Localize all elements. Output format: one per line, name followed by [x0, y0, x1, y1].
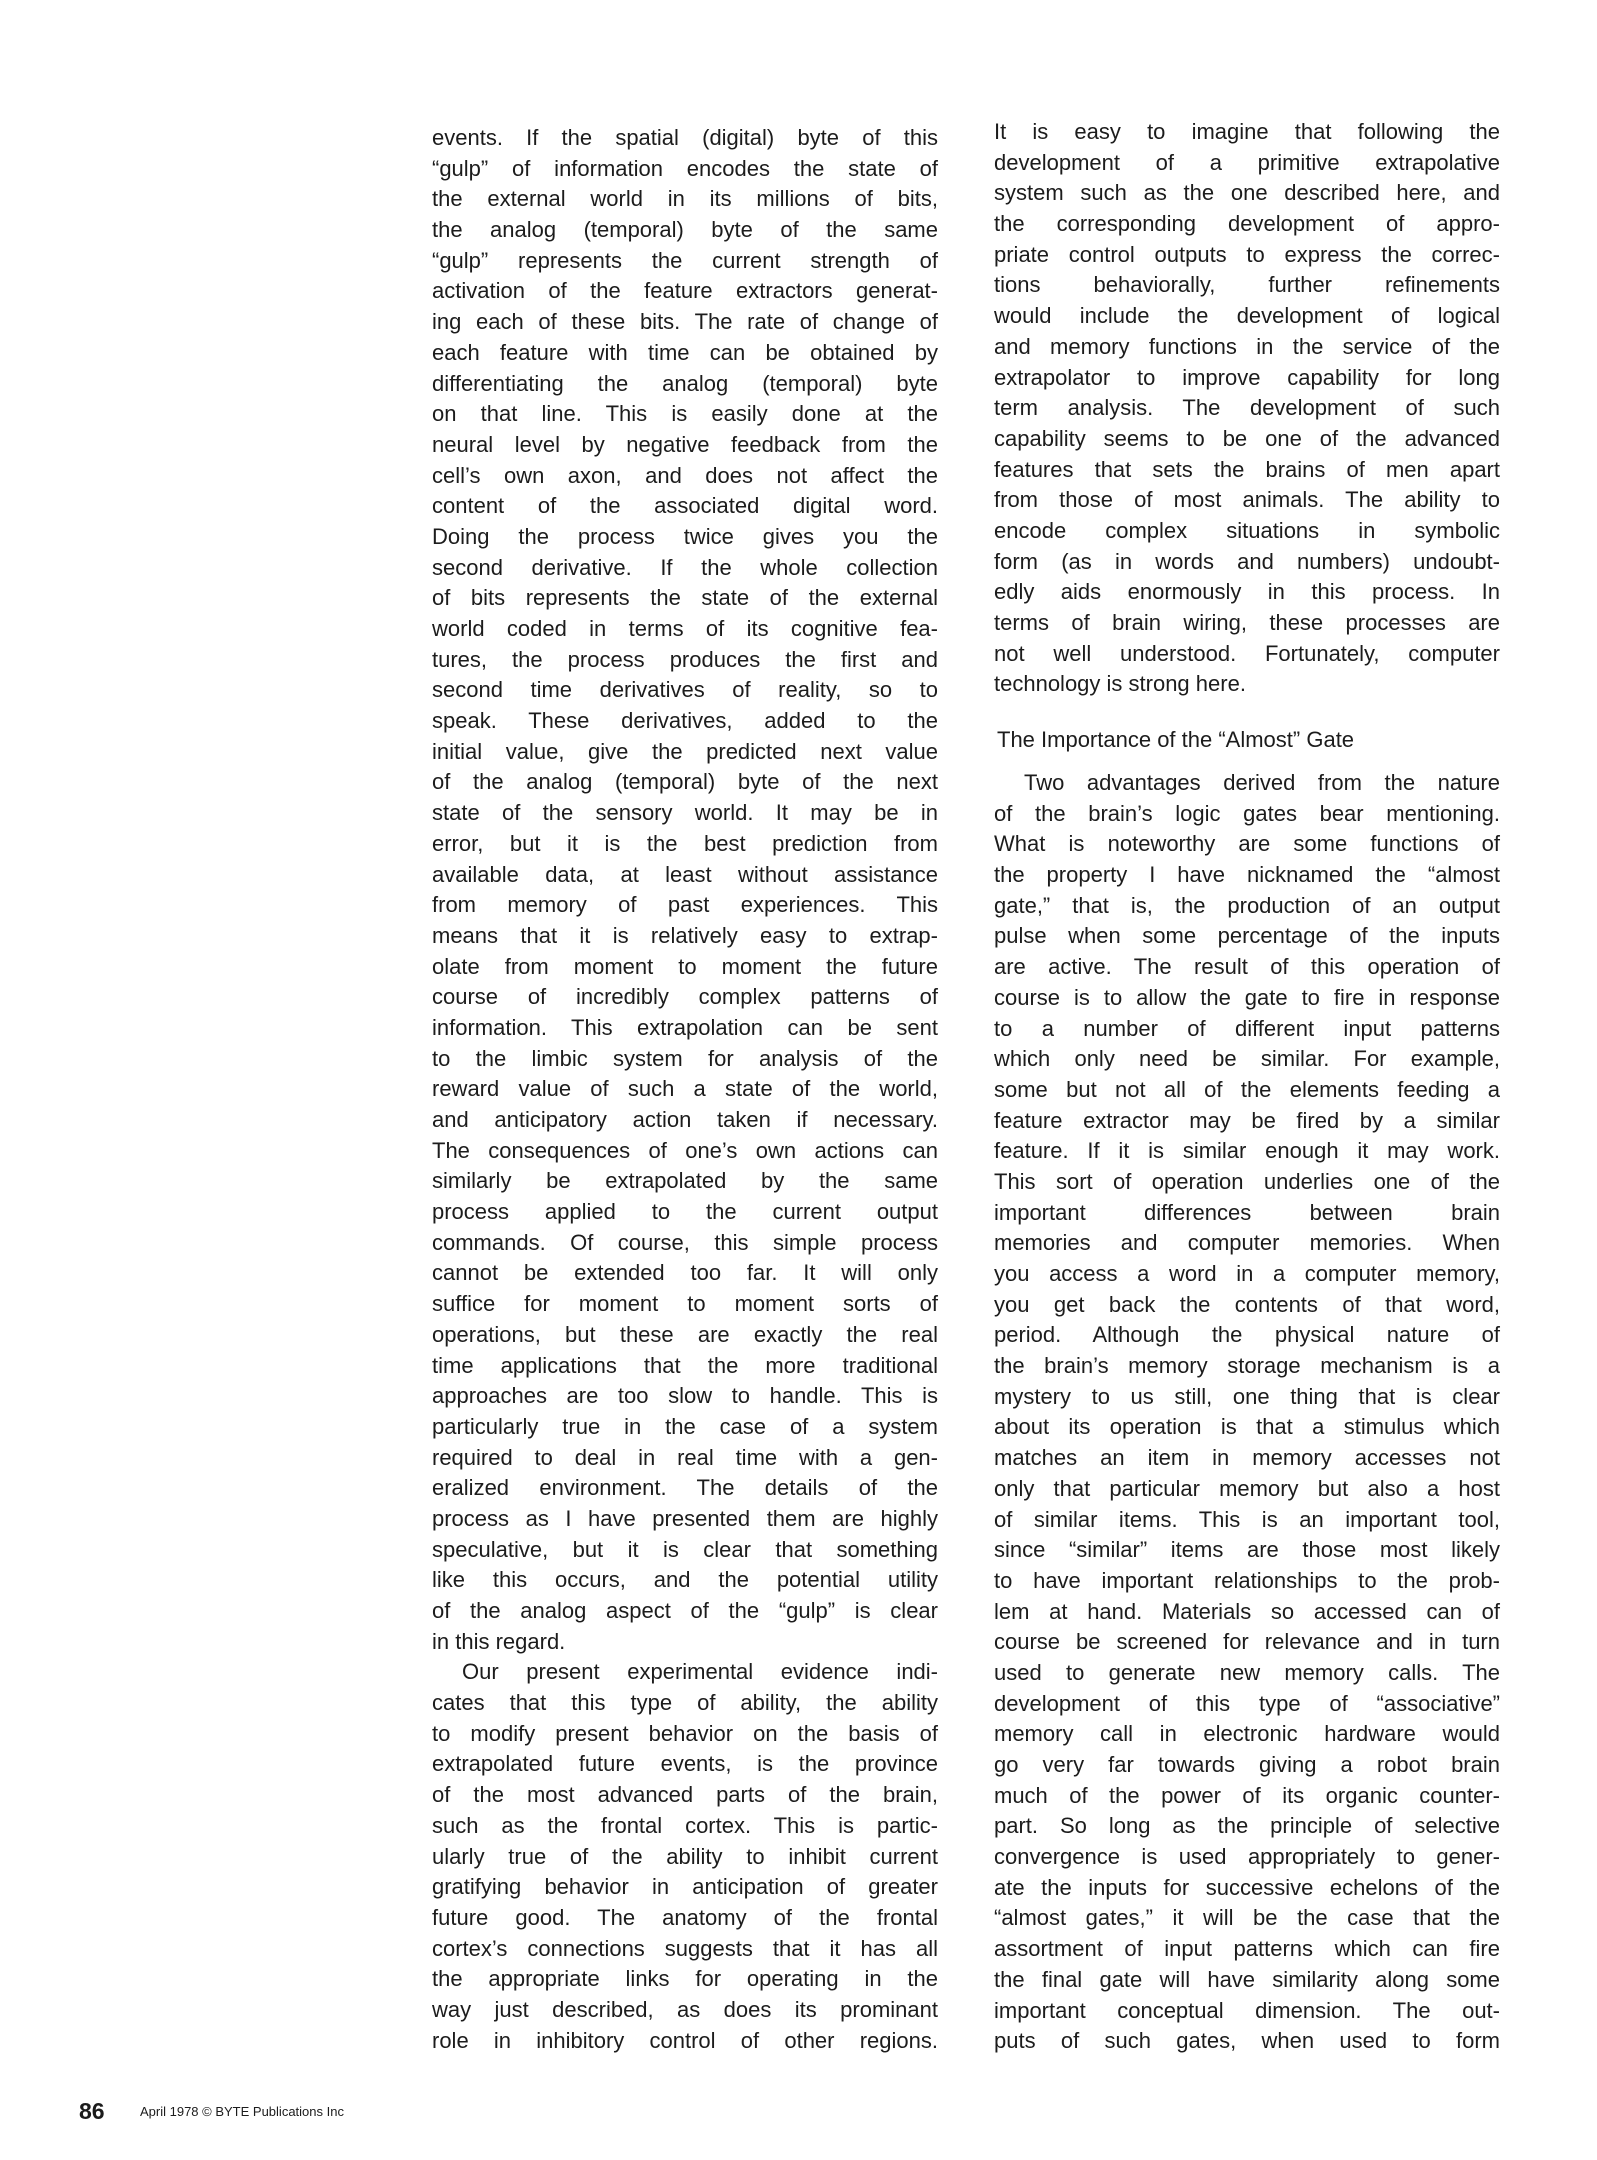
text-line: course of incredibly complex patterns of: [432, 984, 938, 1010]
text-line: cates that this type of ability, the ability: [432, 1690, 938, 1716]
text-line: you get back the contents of that word,: [994, 1291, 1500, 1317]
text-line: convergence is used appropriately to gener-: [994, 1844, 1500, 1870]
text-line: of similar items. This is an important tool,: [994, 1506, 1500, 1532]
text-line: each feature with time can be obtained by: [432, 339, 938, 365]
text-line: of the most advanced parts of the brain,: [432, 1782, 938, 1808]
text-line: to a number of different input patterns: [994, 1015, 1500, 1041]
text-line: gate,” that is, the production of an output: [994, 892, 1500, 918]
text-line: olate from moment to moment the future: [432, 953, 938, 979]
paragraph: [432, 123, 938, 1657]
text-line: This sort of operation underlies one of the: [994, 1168, 1500, 1194]
text-line: ing each of these bits. The rate of change of: [432, 309, 938, 335]
text-line: approaches are too slow to handle. This is: [432, 1383, 938, 1409]
text-line: ularly true of the ability to inhibit current: [432, 1843, 938, 1869]
text-line: would include the development of logical: [994, 303, 1500, 329]
text-line: way just described, as does its prominant: [432, 1996, 938, 2022]
text-line: particularly true in the case of a system: [432, 1413, 938, 1439]
text-line: the final gate will have similarity along some: [994, 1966, 1500, 1992]
text-line: period. Although the physical nature of: [994, 1322, 1500, 1348]
text-line: the appropriate links for operating in the: [432, 1966, 938, 1992]
text-line: suffice for moment to moment sorts of: [432, 1291, 938, 1317]
text-line: form (as in words and numbers) undoubt-: [994, 548, 1500, 574]
text-line: extrapolator to improve capability for long: [994, 364, 1500, 390]
text-line: future good. The anatomy of the frontal: [432, 1904, 938, 1930]
text-line: pulse when some percentage of the inputs: [994, 923, 1500, 949]
text-line: memories and computer memories. When: [994, 1230, 1500, 1256]
text-line: initial value, give the predicted next value: [432, 738, 938, 764]
text-line: “gulp” represents the current strength of: [432, 247, 938, 273]
text-line: edly aids enormously in this process. In: [994, 579, 1500, 605]
text-line: much of the power of its organic counter-: [994, 1782, 1500, 1808]
text-line: in this regard.: [432, 1628, 566, 1654]
text-line: Doing the process twice gives you the: [432, 523, 938, 549]
text-line: go very far towards giving a robot brain: [994, 1752, 1500, 1777]
text-line: tures, the process produces the first and: [432, 646, 938, 672]
text-line: cortex’s connections suggests that it has all: [432, 1935, 938, 1961]
text-line: memory call in electronic hardware would: [994, 1721, 1500, 1747]
text-line: reward value of such a state of the world,: [432, 1076, 938, 1102]
text-line: events. If the spatial (digital) byte of this: [432, 125, 938, 150]
text-line: cannot be extended too far. It will only: [432, 1260, 938, 1286]
text-line: process as I have presented them are highly: [432, 1505, 938, 1531]
text-line: important conceptual dimension. The out-: [994, 1997, 1500, 2023]
text-line: differentiating the analog (temporal) byte: [432, 370, 938, 396]
text-line: to the limbic system for analysis of the: [432, 1045, 938, 1071]
text-line: to have important relationships to the prob-: [994, 1567, 1500, 1593]
text-line: of the analog (temporal) byte of the next: [432, 769, 938, 795]
text-line: commands. Of course, this simple process: [432, 1229, 938, 1255]
text-line: Our present experimental evidence indi-: [462, 1659, 938, 1685]
text-line: you access a word in a computer memory,: [994, 1261, 1500, 1286]
text-line: like this occurs, and the potential utility: [432, 1567, 938, 1593]
text-line: from those of most animals. The ability to: [994, 487, 1500, 513]
text-line: not well understood. Fortunately, computer: [994, 640, 1500, 666]
text-line: development of this type of “associative”: [994, 1690, 1500, 1716]
text-line: priate control outputs to express the correc-: [994, 241, 1500, 267]
text-line: “almost gates,” it will be the case that the: [994, 1905, 1500, 1931]
text-line: of the analog aspect of the “gulp” is clear: [432, 1598, 938, 1623]
text-line: the property I have nicknamed the “almost: [994, 862, 1500, 888]
text-line: technology is strong here.: [994, 671, 1246, 697]
text-line: of bits represents the state of the external: [432, 585, 938, 611]
text-line: terms of brain wiring, these processes are: [994, 610, 1500, 635]
text-line: important differences between brain: [994, 1199, 1500, 1225]
text-line: the brain’s memory storage mechanism is a: [994, 1353, 1500, 1379]
text-line: information. This extrapolation can be sent: [432, 1014, 938, 1040]
text-line: state of the sensory world. It may be in: [432, 800, 938, 826]
text-line: encode complex situations in symbolic: [994, 517, 1500, 543]
text-line: assortment of input patterns which can fire: [994, 1936, 1500, 1962]
text-line: of the brain’s logic gates bear mentioning.: [994, 800, 1500, 826]
text-line: “gulp” of information encodes the state of: [432, 155, 938, 181]
text-line: part. So long as the principle of selective: [994, 1813, 1500, 1839]
text-line: capability seems to be one of the advanced: [994, 425, 1500, 451]
text-line: eralized environment. The details of the: [432, 1475, 938, 1501]
text-line: some but not all of the elements feeding a: [994, 1076, 1500, 1102]
text-line: tions behaviorally, further refinements: [994, 272, 1500, 298]
text-line: system such as the one described here, and: [994, 180, 1500, 206]
text-line: about its operation is that a stimulus which: [994, 1414, 1500, 1440]
text-line: ate the inputs for successive echelons of the: [994, 1874, 1500, 1900]
right-column-body: [994, 768, 1500, 2057]
left-column: [432, 123, 938, 2056]
text-line: speak. These derivatives, added to the: [432, 708, 938, 734]
text-line: It is easy to imagine that following the: [994, 119, 1500, 144]
text-line: gratifying behavior in anticipation of greater: [432, 1874, 938, 1900]
text-line: are active. The result of this operation of: [994, 954, 1500, 980]
text-line: only that particular memory but also a host: [994, 1475, 1500, 1501]
paragraph: [994, 768, 1500, 2057]
text-line: the corresponding development of appro-: [994, 211, 1500, 237]
text-line: puts of such gates, when used to form: [994, 2028, 1500, 2054]
text-line: used to generate new memory calls. The: [994, 1659, 1500, 1685]
paragraph: [994, 117, 1500, 700]
text-line: similarly be extrapolated by the same: [432, 1168, 938, 1194]
text-line: feature extractor may be fired by a similar: [994, 1107, 1500, 1133]
text-line: course be screened for relevance and in turn: [994, 1629, 1500, 1655]
text-line: neural level by negative feedback from the: [432, 431, 938, 457]
text-line: and anticipatory action taken if necessary.: [432, 1107, 938, 1132]
text-line: available data, at least without assistance: [432, 861, 938, 887]
text-line: What is noteworthy are some functions of: [994, 831, 1500, 857]
text-line: extrapolated future events, is the province: [432, 1751, 938, 1777]
text-line: which only need be similar. For example,: [994, 1046, 1500, 1072]
text-line: world coded in terms of its cognitive fea-: [432, 616, 938, 641]
text-line: development of a primitive extrapolative: [994, 149, 1500, 175]
text-line: since “similar” items are those most likely: [994, 1537, 1500, 1563]
text-line: second time derivatives of reality, so to: [432, 677, 938, 703]
text-line: the external world in its millions of bits,: [432, 186, 938, 212]
text-line: to modify present behavior on the basis of: [432, 1720, 938, 1746]
text-line: the analog (temporal) byte of the same: [432, 217, 938, 243]
text-line: term analysis. The development of such: [994, 395, 1500, 421]
text-line: such as the frontal cortex. This is partic-: [432, 1812, 938, 1838]
text-line: from memory of past experiences. This: [432, 892, 938, 918]
text-line: second derivative. If the whole collection: [432, 554, 938, 580]
paragraph: [432, 1657, 938, 2056]
text-line: and memory functions in the service of the: [994, 333, 1500, 359]
text-line: required to deal in real time with a gen-: [432, 1444, 938, 1470]
text-line: course is to allow the gate to fire in response: [994, 984, 1500, 1010]
text-line: features that sets the brains of men apart: [994, 456, 1500, 482]
text-line: activation of the feature extractors generat-: [432, 278, 938, 304]
text-line: Two advantages derived from the nature: [1024, 770, 1500, 795]
text-line: role in inhibitory control of other regions.: [432, 2027, 938, 2053]
section-heading: The Importance of the “Almost” Gate: [997, 727, 1355, 752]
text-line: feature. If it is similar enough it may work.: [994, 1138, 1500, 1164]
text-line: matches an item in memory accesses not: [994, 1445, 1500, 1471]
text-line: operations, but these are exactly the real: [432, 1321, 938, 1347]
text-line: The consequences of one’s own actions can: [432, 1137, 938, 1163]
text-line: time applications that the more traditional: [432, 1352, 938, 1378]
text-line: lem at hand. Materials so accessed can of: [994, 1598, 1500, 1624]
text-line: cell’s own axon, and does not affect the: [432, 462, 938, 488]
text-line: speculative, but it is clear that something: [432, 1536, 938, 1562]
text-line: content of the associated digital word.: [432, 493, 938, 519]
publication-credit: April 1978 © BYTE Publications Inc: [140, 2104, 344, 2119]
right-column-intro: [994, 117, 1500, 700]
text-line: means that it is relatively easy to extrap-: [432, 922, 938, 948]
text-line: mystery to us still, one thing that is clear: [994, 1383, 1500, 1409]
text-line: on that line. This is easily done at the: [432, 401, 938, 427]
page-number: 86: [79, 2098, 105, 2124]
text-line: process applied to the current output: [432, 1199, 938, 1225]
text-line: error, but it is the best prediction from: [432, 830, 938, 856]
